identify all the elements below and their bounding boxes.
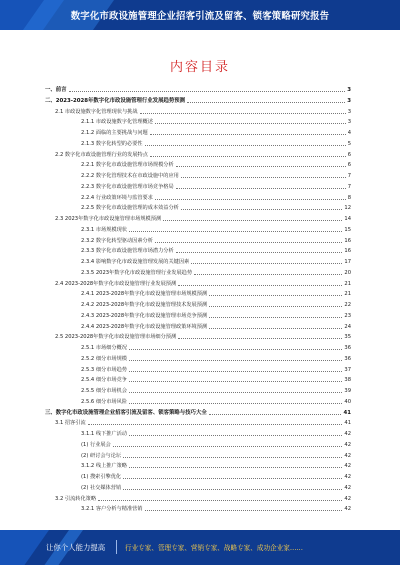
footer-slogan: 让你个人能力提高 — [46, 543, 106, 552]
toc-leader-dots — [150, 156, 346, 157]
toc-leader-dots — [129, 467, 342, 468]
toc-entry-title: 2.2.2 数字化管理技术在市政设施中的应用 — [81, 173, 179, 179]
toc-entry-page: 3 — [347, 97, 351, 104]
toc-leader-dots — [123, 457, 342, 458]
toc-entry-page: 5 — [347, 140, 351, 147]
toc-entry[interactable] — [81, 473, 351, 481]
toc-entry[interactable] — [55, 108, 351, 116]
toc-entry-page: 16 — [344, 237, 351, 244]
toc-leader-dots — [178, 285, 342, 286]
toc-leader-dots — [113, 446, 343, 447]
toc-entry[interactable] — [55, 280, 351, 288]
toc-entry-title: 2.5.3 细分市场趋势 — [81, 366, 127, 373]
toc-entry[interactable] — [81, 258, 351, 266]
toc-entry-title: 3.2 引流转化策略 — [55, 495, 97, 502]
toc-entry-title: 2.4 2023-2028年数字化市政设施管理行业发展预测 — [55, 280, 177, 287]
toc-entry-title: 2.1.1 市政设施数字化管理概述 — [81, 119, 153, 126]
toc-leader-dots — [129, 381, 342, 382]
toc-entry[interactable] — [81, 194, 351, 202]
toc-entry-page: 6 — [347, 162, 351, 169]
toc-entry[interactable] — [81, 366, 351, 374]
footer-experts-text: 行业专家、管理专家、营销专家、战略专家、成功企业家…… — [125, 544, 304, 552]
toc-entry[interactable] — [81, 204, 351, 212]
toc-entry-page: 20 — [344, 269, 351, 276]
toc-entry-title: 3.1 招客引流 — [55, 420, 86, 427]
toc-leader-dots — [129, 392, 342, 393]
toc-entry[interactable] — [81, 505, 351, 513]
toc-entry-title: 2.4.3 2023-2028年数字化市政设施管理市场竞争预测 — [81, 312, 208, 319]
toc-entry[interactable] — [81, 441, 351, 449]
toc-entry-page: 36 — [344, 355, 351, 362]
footer-banner — [0, 530, 400, 565]
toc-entry-page: 41 — [343, 409, 351, 416]
toc-leader-dots — [140, 113, 346, 114]
toc-entry[interactable] — [81, 247, 351, 255]
table-of-contents — [45, 86, 351, 516]
toc-leader-dots — [191, 263, 342, 264]
toc-entry-title: 3.1.1 线下推广活动 — [81, 431, 127, 437]
toc-entry-page: 12 — [344, 205, 351, 212]
toc-entry-title: 2.5.4 细分市场竞争 — [81, 377, 127, 384]
toc-entry-page: 3 — [347, 87, 351, 93]
toc-entry-page: 35 — [344, 334, 351, 341]
toc-leader-dots — [145, 510, 343, 511]
toc-entry-page: 41 — [344, 420, 351, 427]
toc-entry-title: 三、数字化市政设施管理企业招客引流及留客、锁客策略与技巧大全 — [45, 409, 207, 416]
toc-leader-dots — [209, 306, 342, 307]
toc-leader-dots — [209, 317, 342, 318]
footer-divider — [116, 540, 117, 554]
header-banner — [0, 0, 400, 30]
toc-entry[interactable] — [81, 226, 351, 234]
toc-entry-page: 42 — [344, 463, 351, 470]
toc-entry[interactable] — [81, 312, 351, 320]
toc-entry-page: 36 — [344, 345, 351, 351]
toc-leader-dots — [176, 166, 346, 167]
toc-entry-title: 2.1.2 面临的主要挑战与问题 — [81, 130, 148, 136]
toc-entry-page: 8 — [347, 194, 351, 201]
toc-entry[interactable] — [81, 301, 351, 309]
toc-entry-title: 2.2.5 数字化市政设施管理的成本效益分析 — [81, 205, 179, 212]
toc-entry-page: 21 — [344, 291, 351, 298]
toc-entry[interactable] — [81, 161, 351, 169]
toc-entry-page: 42 — [344, 495, 351, 502]
toc-entry[interactable] — [45, 409, 351, 417]
toc-entry[interactable] — [81, 269, 351, 277]
toc-entry-page: 3 — [347, 119, 351, 126]
toc-entry-page: 37 — [344, 366, 351, 373]
toc-entry[interactable] — [81, 129, 351, 137]
toc-leader-dots — [181, 177, 346, 178]
toc-entry-title: 2.2.4 行业政策环境与监管要求 — [81, 194, 153, 201]
toc-entry[interactable] — [81, 430, 351, 438]
toc-entry-title: 2.5.6 细分市场风险 — [81, 398, 127, 405]
toc-entry[interactable] — [45, 97, 351, 105]
toc-leader-dots — [98, 500, 342, 501]
toc-leader-dots — [181, 209, 343, 210]
toc-entry[interactable] — [81, 323, 351, 331]
toc-leader-dots — [209, 328, 342, 329]
toc-entry-title: 2.4.4 2023-2028年数字化市政设施管理政策环境预测 — [81, 323, 208, 330]
toc-leader-dots — [123, 489, 342, 490]
toc-entry-page: 16 — [344, 248, 351, 255]
toc-leader-dots — [129, 403, 342, 404]
toc-leader-dots — [155, 199, 346, 200]
toc-entry-page: 42 — [344, 474, 351, 480]
toc-entry[interactable] — [81, 183, 351, 191]
toc-entry-title: 2.2.3 数字化市政设施管理市场竞争格局 — [81, 183, 174, 190]
toc-leader-dots — [123, 478, 342, 479]
toc-entry-title: 一、前言 — [45, 87, 67, 93]
toc-entry-title: 2.3.5 2023年数字化市政设施管理行业发展趋势 — [81, 269, 193, 276]
toc-leader-dots — [129, 435, 342, 436]
toc-entry[interactable] — [81, 398, 351, 406]
toc-leader-dots — [176, 252, 343, 253]
toc-entry[interactable] — [55, 495, 351, 503]
toc-entry[interactable] — [81, 118, 351, 126]
toc-entry-title: 2.3.3 数字化市政设施管理市场潜力分析 — [81, 248, 174, 255]
toc-entry[interactable] — [81, 172, 351, 180]
toc-entry-page: 15 — [344, 226, 351, 233]
toc-entry[interactable] — [45, 86, 351, 94]
toc-entry-title: 2.5.2 细分市场规模 — [81, 355, 127, 362]
toc-entry-page: 39 — [344, 388, 351, 394]
toc-leader-dots — [129, 349, 342, 350]
toc-entry-title: 2.5 2023-2028年数字化市政设施管理市场细分预测 — [55, 334, 177, 341]
toc-entry[interactable] — [81, 355, 351, 363]
toc-entry-title: 2.2 数字化市政设施管理行业的发展特点 — [55, 151, 148, 158]
toc-entry-page: 24 — [344, 323, 351, 330]
toc-entry-page: 42 — [344, 452, 351, 459]
toc-entry-page: 17 — [344, 259, 351, 265]
toc-entry-page: 14 — [344, 216, 351, 222]
toc-entry-page: 42 — [344, 441, 351, 448]
toc-leader-dots — [150, 134, 346, 135]
toc-entry-page: 4 — [347, 130, 351, 136]
toc-entry-title: 2.1.3 数字化转型的必要性 — [81, 140, 143, 147]
toc-leader-dots — [129, 360, 342, 361]
toc-entry[interactable] — [81, 237, 351, 245]
toc-entry-page: 6 — [347, 151, 351, 158]
toc-entry[interactable] — [81, 290, 351, 298]
toc-entry-title: 2.3.1 市场规模现状 — [81, 226, 127, 233]
toc-entry-title: 2.2.1 数字化市政设施管理市场规模分析 — [81, 162, 174, 169]
toc-entry[interactable] — [55, 151, 351, 159]
report-title: 数字化市政设施管理企业招客引流及留客、锁客策略研究报告 — [70, 11, 330, 22]
toc-entry-title: 2.5.1 市场细分概况 — [81, 345, 127, 351]
toc-leader-dots — [145, 145, 346, 146]
toc-entry-page: 22 — [344, 302, 351, 308]
toc-leader-dots — [209, 295, 342, 296]
toc-entry[interactable] — [55, 419, 351, 427]
toc-entry-page: 23 — [344, 312, 351, 319]
toc-leader-dots — [187, 102, 345, 103]
toc-entry-page: 42 — [344, 484, 351, 491]
toc-leader-dots — [129, 371, 342, 372]
toc-leader-dots — [129, 231, 342, 232]
toc-entry-page: 21 — [344, 280, 351, 287]
toc-entry[interactable] — [81, 484, 351, 492]
toc-entry-title: 3.1.2 线上推广策略 — [81, 463, 127, 470]
toc-leader-dots — [178, 338, 342, 339]
toc-entry[interactable] — [81, 387, 351, 395]
toc-leader-dots — [194, 274, 342, 275]
toc-entry[interactable] — [81, 376, 351, 384]
toc-entry-page: 42 — [344, 431, 351, 437]
toc-entry-title: 2.4.1 2023-2028年数字化市政设施管理市场规模预测 — [81, 291, 208, 298]
toc-entry[interactable] — [55, 215, 351, 223]
toc-entry-title: 2.1 市政设施数字化管理现状与挑战 — [55, 108, 138, 115]
toc-entry-page: 7 — [347, 173, 351, 179]
toc-entry-page: 42 — [344, 506, 351, 513]
toc-leader-dots — [155, 123, 346, 124]
toc-entry-title: 2.3 2023年数字化市政设施管理市场规模预测 — [55, 216, 162, 222]
toc-leader-dots — [69, 91, 346, 92]
toc-entry-page: 7 — [347, 183, 351, 190]
toc-leader-dots — [163, 220, 342, 221]
toc-heading: 内容目录 — [169, 60, 230, 75]
toc-entry-page: 40 — [344, 398, 351, 405]
toc-entry-page: 3 — [347, 108, 351, 115]
toc-entry-title: (1) 行业展会 — [81, 441, 111, 448]
toc-entry[interactable] — [81, 140, 351, 148]
toc-entry-title: (2) 研讨会与论坛 — [81, 452, 122, 459]
toc-entry-title: 2.4.2 2023-2028年数字化市政设施管理技术发展预测 — [81, 302, 208, 308]
toc-entry[interactable] — [81, 462, 351, 470]
toc-entry-title: 2.3.4 影响数字化市政设施管理发展的关键因素 — [81, 259, 190, 265]
toc-entry-title: 2.5.5 细分市场机会 — [81, 388, 127, 394]
toc-leader-dots — [209, 414, 342, 415]
toc-entry-page: 38 — [344, 377, 351, 384]
toc-entry-title: (1) 搜索引擎优化 — [81, 474, 122, 480]
toc-entry-title: (2) 社交媒体营销 — [81, 484, 122, 491]
toc-entry[interactable] — [81, 344, 351, 352]
toc-leader-dots — [88, 424, 343, 425]
toc-leader-dots — [176, 188, 346, 189]
toc-entry-title: 二、2023-2028年数字化市政设施管理行业发展趋势预测 — [45, 97, 186, 104]
toc-entry-title: 2.3.2 数字化转型驱动因素分析 — [81, 237, 153, 244]
toc-leader-dots — [155, 242, 342, 243]
toc-entry[interactable] — [55, 333, 351, 341]
toc-entry[interactable] — [81, 452, 351, 460]
toc-entry-title: 3.2.1 客户分析与精准营销 — [81, 506, 143, 513]
